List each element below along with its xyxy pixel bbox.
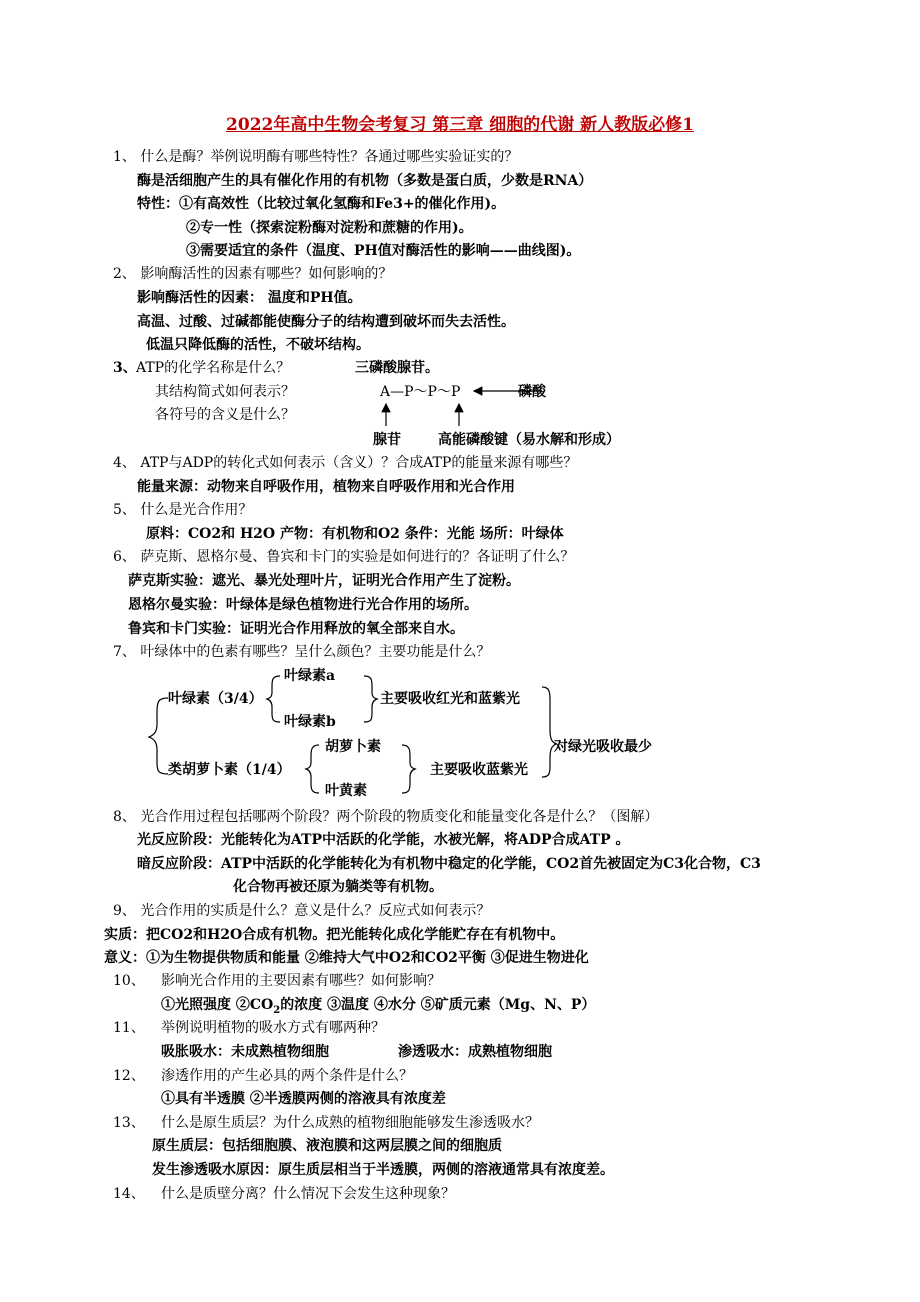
q1-answer-3: ②专一性（探索淀粉酶对淀粉和蔗糖的作用)。 [186,220,473,236]
q14-number: 14、 [113,1186,145,1202]
carotenoid-function: 主要吸收蓝紫光 [430,762,528,778]
q9-answer-1: 实质：把CO2和H2O合成有机物。把光能转化成化学能贮存在有机物中。 [104,927,565,943]
green-light-note: 对绿光吸收最少 [554,739,652,755]
q13-number: 13、 [113,1115,145,1131]
chlorophyll-brace [267,676,280,722]
q10-number: 10、 [113,973,145,989]
phosphate-label: 磷酸 [518,384,546,400]
q10-question: 影响光合作用的主要因素有哪些？如何影响？ [161,973,441,989]
q4-answer-1: 能量来源：动物来自呼吸作用，植物来自呼吸作用和光合作用 [137,479,515,495]
xanthophyll: 叶黄素 [325,783,367,799]
q9-question: 9、 光合作用的实质是什么？意义是什么？反应式如何表示？ [113,903,491,919]
q12-answer-1: ①具有半透膜 ②半透膜两侧的溶液具有浓度差 [161,1091,446,1107]
q1-answer-1: 酶是活细胞产生的具有催化作用的有机物（多数是蛋白质，少数是RNA） [137,173,593,189]
chlorophyll-b: 叶绿素b [284,714,336,730]
green-light-brace [542,687,556,777]
q11-question: 举例说明植物的吸水方式有哪两种？ [161,1020,385,1036]
carotene: 胡萝卜素 [325,739,381,755]
chlorophyll-function: 主要吸收红光和蓝紫光 [380,691,520,707]
q3-number: 3、 [113,360,137,376]
chlorophyll-right-brace [364,676,377,722]
q11-number: 11、 [113,1020,145,1036]
q12-number: 12、 [113,1068,145,1084]
adenosine-label: 腺苷 [373,432,401,448]
q7-question: 7、 叶绿体中的色素有哪些？呈什么颜色？主要功能是什么？ [113,644,491,660]
q13-answer-2: 发生渗透吸水原因：原生质层相当于半透膜，两侧的溶液通常具有浓度差。 [152,1162,614,1178]
q2-question: 2、 影响酶活性的因素有哪些？如何影响的？ [113,266,393,282]
q14-question: 什么是质壁分离？什么情况下会发生这种现象？ [161,1186,455,1202]
q8-answer-1: 光反应阶段：光能转化为ATP中活跃的化学能，水被光解，将ADP合成ATP 。 [137,832,630,848]
q2-answer-1: 影响酶活性的因素： 温度和PH值。 [137,290,362,306]
q10-answer-1: ①光照强度 $②CO_2$的浓度 ③温度 ④水分 ⑤矿质元素（Mg、N、P） [161,997,596,1016]
q11-answer-1: 吸胀吸水：未成熟植物细胞 [161,1044,329,1060]
q6-answer-3: 鲁宾和卡门实验：证明光合作用释放的氧全部来自水。 [128,621,464,637]
q1-answer-4: ③需要适宜的条件（温度、PH值对酶活性的影响——曲线图)。 [186,243,581,259]
q5-question: 5、 什么是光合作用？ [113,502,253,518]
q13-question: 什么是原生质层？为什么成熟的植物细胞能够发生渗透吸水？ [161,1115,539,1131]
q2-answer-3: 低温只降低酶的活性，不破坏结构。 [146,337,370,353]
q6-question: 6、 萨克斯、恩格尔曼、鲁宾和卡门的实验是如何进行的？各证明了什么？ [113,549,575,565]
q3-answer: 三磷酸腺苷。 [355,360,439,376]
q8-answer-3: 化合物再被还原为躺类等有机物。 [233,879,443,895]
high-energy-bond-label: 高能磷酸键（易水解和形成） [438,432,620,448]
q1-question: 1、 什么是酶？举例说明酶有哪些特性？各通过哪些实验证实的？ [113,149,519,165]
q3-question: ATP的化学名称是什么？ [136,360,291,376]
atp-formula: A—P～P～P [380,384,461,400]
q8-question: 8、 光合作用过程包括哪两个阶段？两个阶段的物质变化和能量变化各是什么？（图解） [113,809,659,825]
q13-answer-1: 原生质层：包括细胞膜、液泡膜和这两层膜之间的细胞质 [152,1138,502,1154]
carotenoid: 类胡萝卜素（1/4） [168,762,291,778]
q12-question: 渗透作用的产生必具的两个条件是什么？ [161,1068,413,1084]
q3-question-b: 其结构简式如何表示？ [155,384,295,400]
q3-question-c: 各符号的含义是什么？ [155,407,295,423]
q6-answer-2: 恩格尔曼实验：叶绿体是绿色植物进行光合作用的场所。 [128,597,478,613]
q6-answer-1: 萨克斯实验：遮光、暴光处理叶片，证明光合作用产生了淀粉。 [128,573,520,589]
carotenoid-right-brace [402,745,415,793]
q4-question: 4、 ATP与ADP的转化式如何表示（含义）？合成ATP的能量来源有哪些？ [113,455,578,471]
chlorophyll: 叶绿素（3/4） [168,691,263,707]
chlorophyll-a: 叶绿素a [284,668,336,684]
q9-answer-2: 意义：①为生物提供物质和能量 ②维持大气中O2和CO2平衡 ③促进生物进化 [104,950,589,966]
q2-answer-2: 高温、过酸、过碱都能使酶分子的结构遭到破坏而失去活性。 [137,314,515,330]
q8-answer-2: 暗反应阶段：ATP中活跃的化学能转化为有机物中稳定的化学能，CO2首先被固定为C3化合物，C3 [137,856,761,872]
q5-answer-1: 原料：CO2和 H2O 产物：有机物和O2 条件：光能 场所：叶绿体 [146,526,564,542]
carotenoid-brace [306,745,319,793]
q11-answer-2: 渗透吸水：成熟植物细胞 [398,1044,552,1060]
pigment-brace [149,698,168,774]
page-title: 2022年高中生物会考复习 第三章 细胞的代谢 新人教版必修1 [226,115,694,135]
q1-answer-2: 特性：①有高效性（比较过氧化氢酶和Fe3+的催化作用)。 [137,196,506,212]
